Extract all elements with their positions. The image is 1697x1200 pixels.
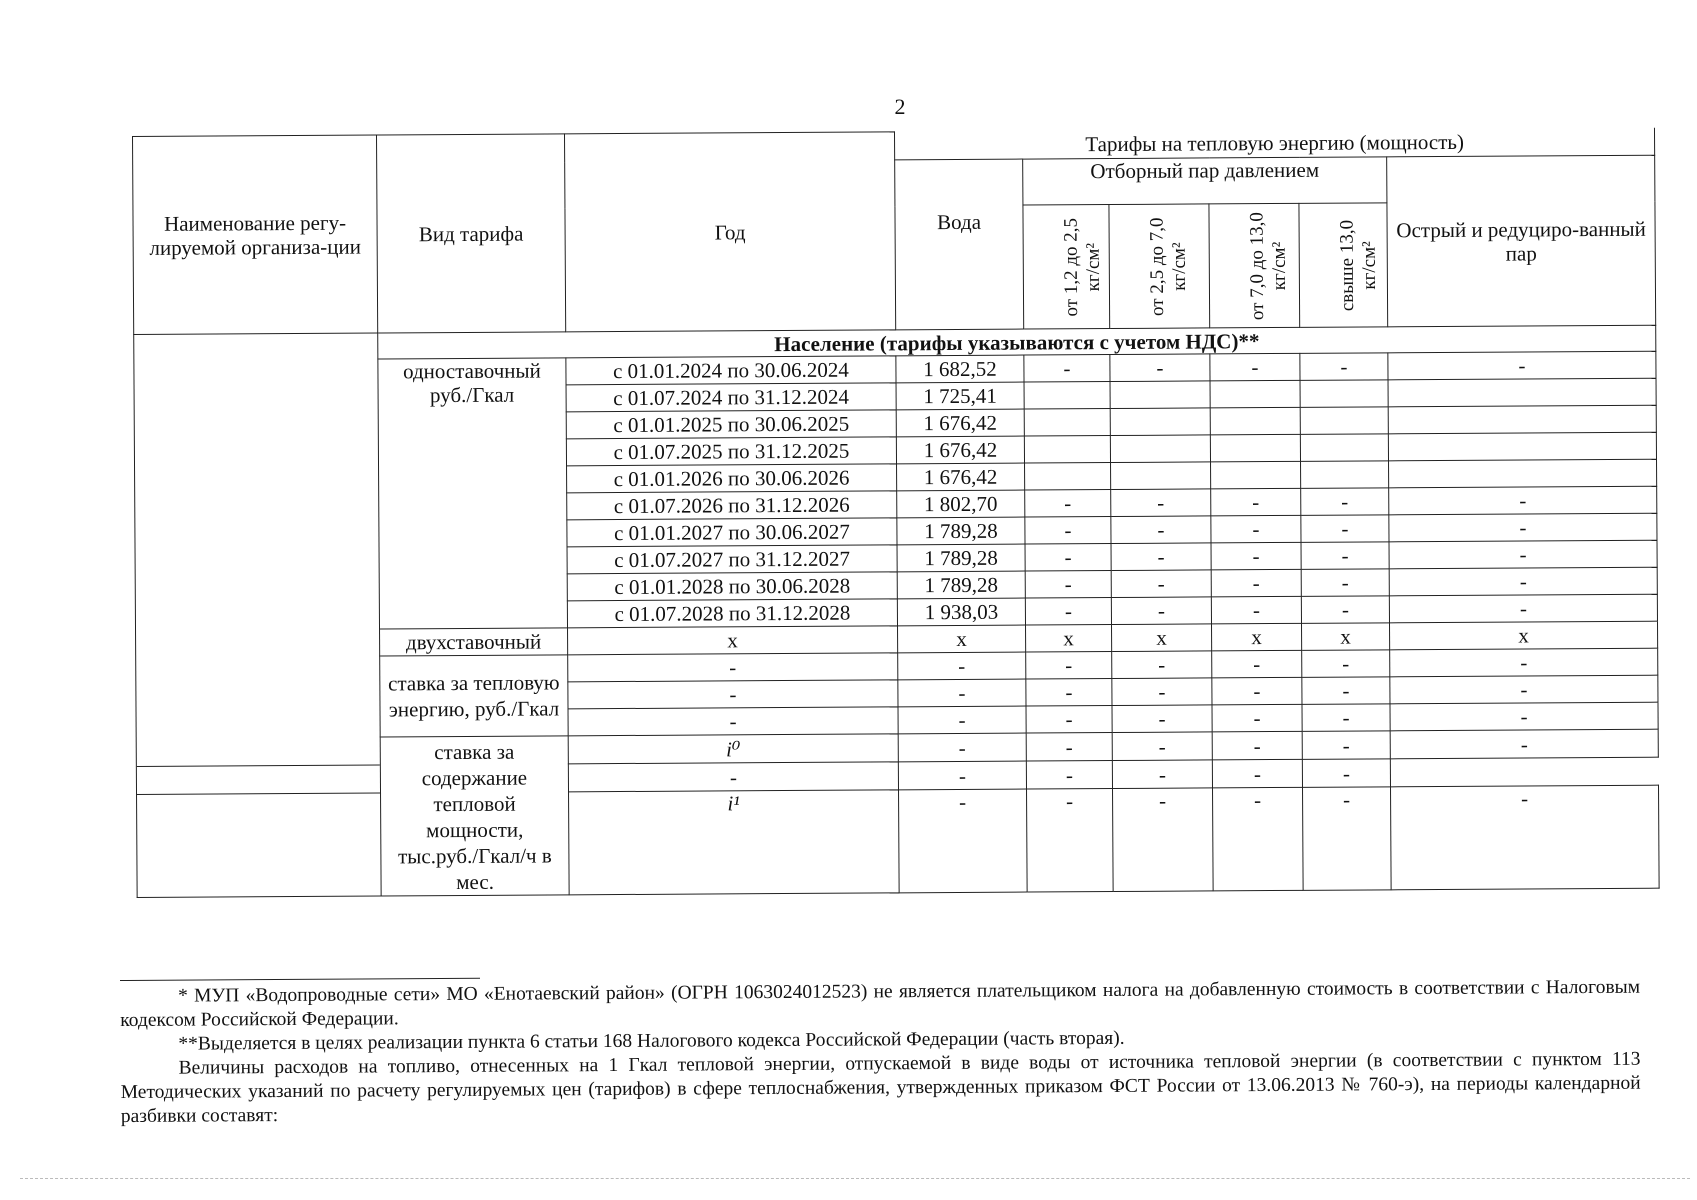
x-cell: x [1212,623,1302,651]
page-number: 2 [894,94,906,119]
dash-cell: - [1026,706,1112,734]
footnote-rule [120,978,480,981]
dash-cell: - [898,733,1026,762]
dash-cell: - [1212,760,1302,789]
period-cell: с 01.01.2025 по 30.06.2025 [566,410,896,439]
dash-cell: - [1111,597,1211,625]
dash-cell: - [1390,648,1658,677]
dash-cell [1111,462,1211,490]
dash-cell [1210,380,1300,408]
header-tariffs-group: Тарифы на тепловую энергию (мощность) [894,127,1654,160]
dash-cell: - [1112,678,1212,706]
dash-cell: - [1212,731,1302,760]
dash-cell: - [1390,729,1658,759]
dash-cell: - [1025,517,1111,545]
water-value: 1 725,41 [896,382,1024,410]
dash-cell: - [1302,704,1390,732]
dash-cell: - [1211,596,1301,624]
dash-cell: - [1302,731,1390,760]
dash-cell [1110,435,1210,463]
x-cell: x [568,626,898,655]
dash-cell: - [568,707,898,736]
period-cell: с 01.07.2026 по 31.12.2026 [567,491,897,520]
dash-cell [1300,407,1388,435]
dash-cell [1024,436,1110,464]
dash-cell [1211,461,1301,489]
dash-cell: - [1026,679,1112,707]
header-year: Год [564,132,895,332]
water-value: 1 682,52 [896,355,1024,383]
dash-cell: - [1212,677,1302,705]
dash-cell: - [1112,732,1212,761]
dash-cell: - [1025,571,1111,599]
dash-cell: - [1212,704,1302,732]
dash-cell: - [1302,650,1390,678]
dash-cell: - [898,761,1026,790]
dash-cell: - [1389,513,1657,542]
water-value: 1 802,70 [897,490,1025,518]
energy-rate-label: ставка за тепловую энергию, руб./Гкал [380,655,568,737]
water-value: 1 938,03 [897,598,1025,626]
one-rate-label: одноставочный руб./Гкал [378,358,568,629]
dash-cell: - [1301,569,1389,597]
i1-cell: i¹ [569,790,900,895]
dash-cell: - [1301,515,1389,543]
dash-cell: - [1389,567,1657,596]
dash-cell: - [1388,351,1656,380]
dash-cell: - [1111,570,1211,598]
empty-cell [136,765,380,795]
dash-cell [1024,382,1110,410]
dash-cell [1300,434,1388,462]
water-value: 1 676,42 [896,436,1024,464]
water-value: 1 789,28 [897,544,1025,572]
dash-cell [1024,409,1110,437]
dash-cell: - [1389,540,1657,569]
dash-cell: - [1211,515,1301,543]
dash-cell: - [1025,490,1111,518]
section-title: Население (тарифы указываются с учетом НДС)** [378,325,1656,359]
period-cell: с 01.01.2028 по 30.06.2028 [567,572,897,601]
period-cell: с 01.01.2024 по 30.06.2024 [566,356,896,385]
dash-cell: - [1111,516,1211,544]
dash-cell: - [898,679,1026,707]
period-cell: с 01.01.2027 по 30.06.2027 [567,518,897,547]
dash-cell: - [1113,788,1214,891]
header-sharp-steam: Острый и редуциро-ванный пар [1387,155,1656,327]
dash-cell [1301,461,1389,489]
x-cell: x [898,625,1026,653]
header-pressure-4: свыше 13,0 кг/см² [1336,219,1380,311]
two-rate-label: двухставочный [380,628,568,656]
water-value: 1 789,28 [897,517,1025,545]
dash-cell: - [1025,544,1111,572]
paragraph-fuel-costs: Величины расходов на топливо, отнесенных на 1 Гкал тепловой энергии, отпускаемой в виде воды от источника тепловой энергии (в соответствии с пунктом 113 Методических указаний по расчету регулируемых цен (тарифов) в сфере теплоснабжения, утвержденных приказом ФСТ России от 13.06.2013 № 760-э), на периоды календарной разбивки составят: [120,1048,1641,1127]
dash-cell: - [1302,677,1390,705]
dash-cell: - [1026,652,1112,680]
x-cell: x [1112,624,1212,652]
dash-cell: - [1111,489,1211,517]
dash-cell: - [1301,488,1389,516]
org-name-cell [134,333,381,767]
dash-cell: - [1112,651,1212,679]
dash-cell: - [1302,759,1390,788]
dash-cell: - [1112,705,1212,733]
x-cell: x [1389,621,1657,650]
dash-cell [1110,408,1210,436]
dash-cell: - [1301,596,1389,624]
dash-cell [1389,459,1657,488]
footnote-2: **Выделяется в целях реализации пункта 6 статьи 168 Налогового кодекса Российской Федерации (часть вторая). [178,1027,1125,1055]
dash-cell: - [1212,650,1302,678]
period-cell: с 01.07.2024 по 31.12.2024 [566,383,896,412]
dash-cell [1388,432,1656,461]
dash-cell: - [1112,760,1212,789]
dash-cell: - [568,762,898,792]
tariff-table [132,127,1660,898]
dash-cell [1210,434,1300,462]
water-value: 1 676,42 [896,409,1024,437]
dash-cell [1210,407,1300,435]
period-cell: с 01.07.2027 по 31.12.2027 [567,545,897,574]
header-org-name: Наименование регу-лируемой организа-ции [133,135,378,334]
dash-cell: - [898,652,1026,680]
dash-cell: - [1303,787,1392,890]
header-water: Вода [895,159,1024,330]
dash-cell: - [1210,353,1300,381]
header-steam-group: Отборный пар давлением [1023,157,1387,205]
scan-edge-line [20,1178,1690,1179]
x-cell: x [1301,623,1389,651]
dash-cell: - [1026,733,1112,762]
period-cell: с 01.07.2028 по 31.12.2028 [567,599,897,628]
footnotes [120,971,1641,1129]
i0-cell: i⁰ [568,734,898,764]
header-tariff-type: Вид тарифа [376,134,565,333]
dash-cell: - [1026,761,1112,790]
dash-cell: - [1211,569,1301,597]
dash-cell: - [1027,789,1114,892]
dash-cell: - [1213,788,1304,891]
dash-cell [1025,463,1111,491]
dash-cell: - [1300,353,1388,381]
dash-cell: - [1111,543,1211,571]
dash-cell [1388,378,1656,407]
period-cell: с 01.01.2026 по 30.06.2026 [567,464,897,493]
dash-cell: - [899,790,1028,893]
dash-cell [1300,380,1388,408]
capacity-rate-label: ставка за содержание тепловой мощности, тыс.руб./Гкал/ч в мес. [380,736,569,896]
dash-cell: - [568,680,898,709]
dash-cell: - [1389,486,1657,515]
header-pressure-1: от 1,2 до 2,5 кг/см² [1060,217,1104,317]
dash-cell: - [1389,594,1657,623]
dash-cell: - [1301,542,1389,570]
dash-cell: - [568,653,898,682]
header-pressure-2: от 2,5 до 7,0 кг/см² [1146,216,1190,316]
water-value: 1 789,28 [897,571,1025,599]
footnote-1: * МУП «Водопроводные сети» МО «Енотаевский район» (ОГРН 1063024012523) не является плательщиком налога на добавленную стоимость в соответствии с Налоговым кодексом Российской Федерации. [120,976,1641,1031]
dash-cell: - [898,706,1026,734]
dash-cell: - [1391,786,1660,890]
dash-cell: - [1390,702,1658,731]
dash-cell: - [1110,354,1210,382]
dash-cell: - [1025,598,1111,626]
dash-cell: - [1211,488,1301,516]
x-cell: x [1026,625,1112,653]
dash-cell: - [1390,675,1658,704]
org-name-cell-lower [137,793,382,897]
dash-cell [1388,405,1656,434]
period-cell: с 01.07.2025 по 31.12.2025 [566,437,896,466]
dash-cell: - [1211,542,1301,570]
dash-cell: - [1024,355,1110,383]
header-pressure-3: от 7,0 до 13,0 кг/см² [1246,211,1290,320]
water-value: 1 676,42 [897,463,1025,491]
dash-cell [1110,381,1210,409]
